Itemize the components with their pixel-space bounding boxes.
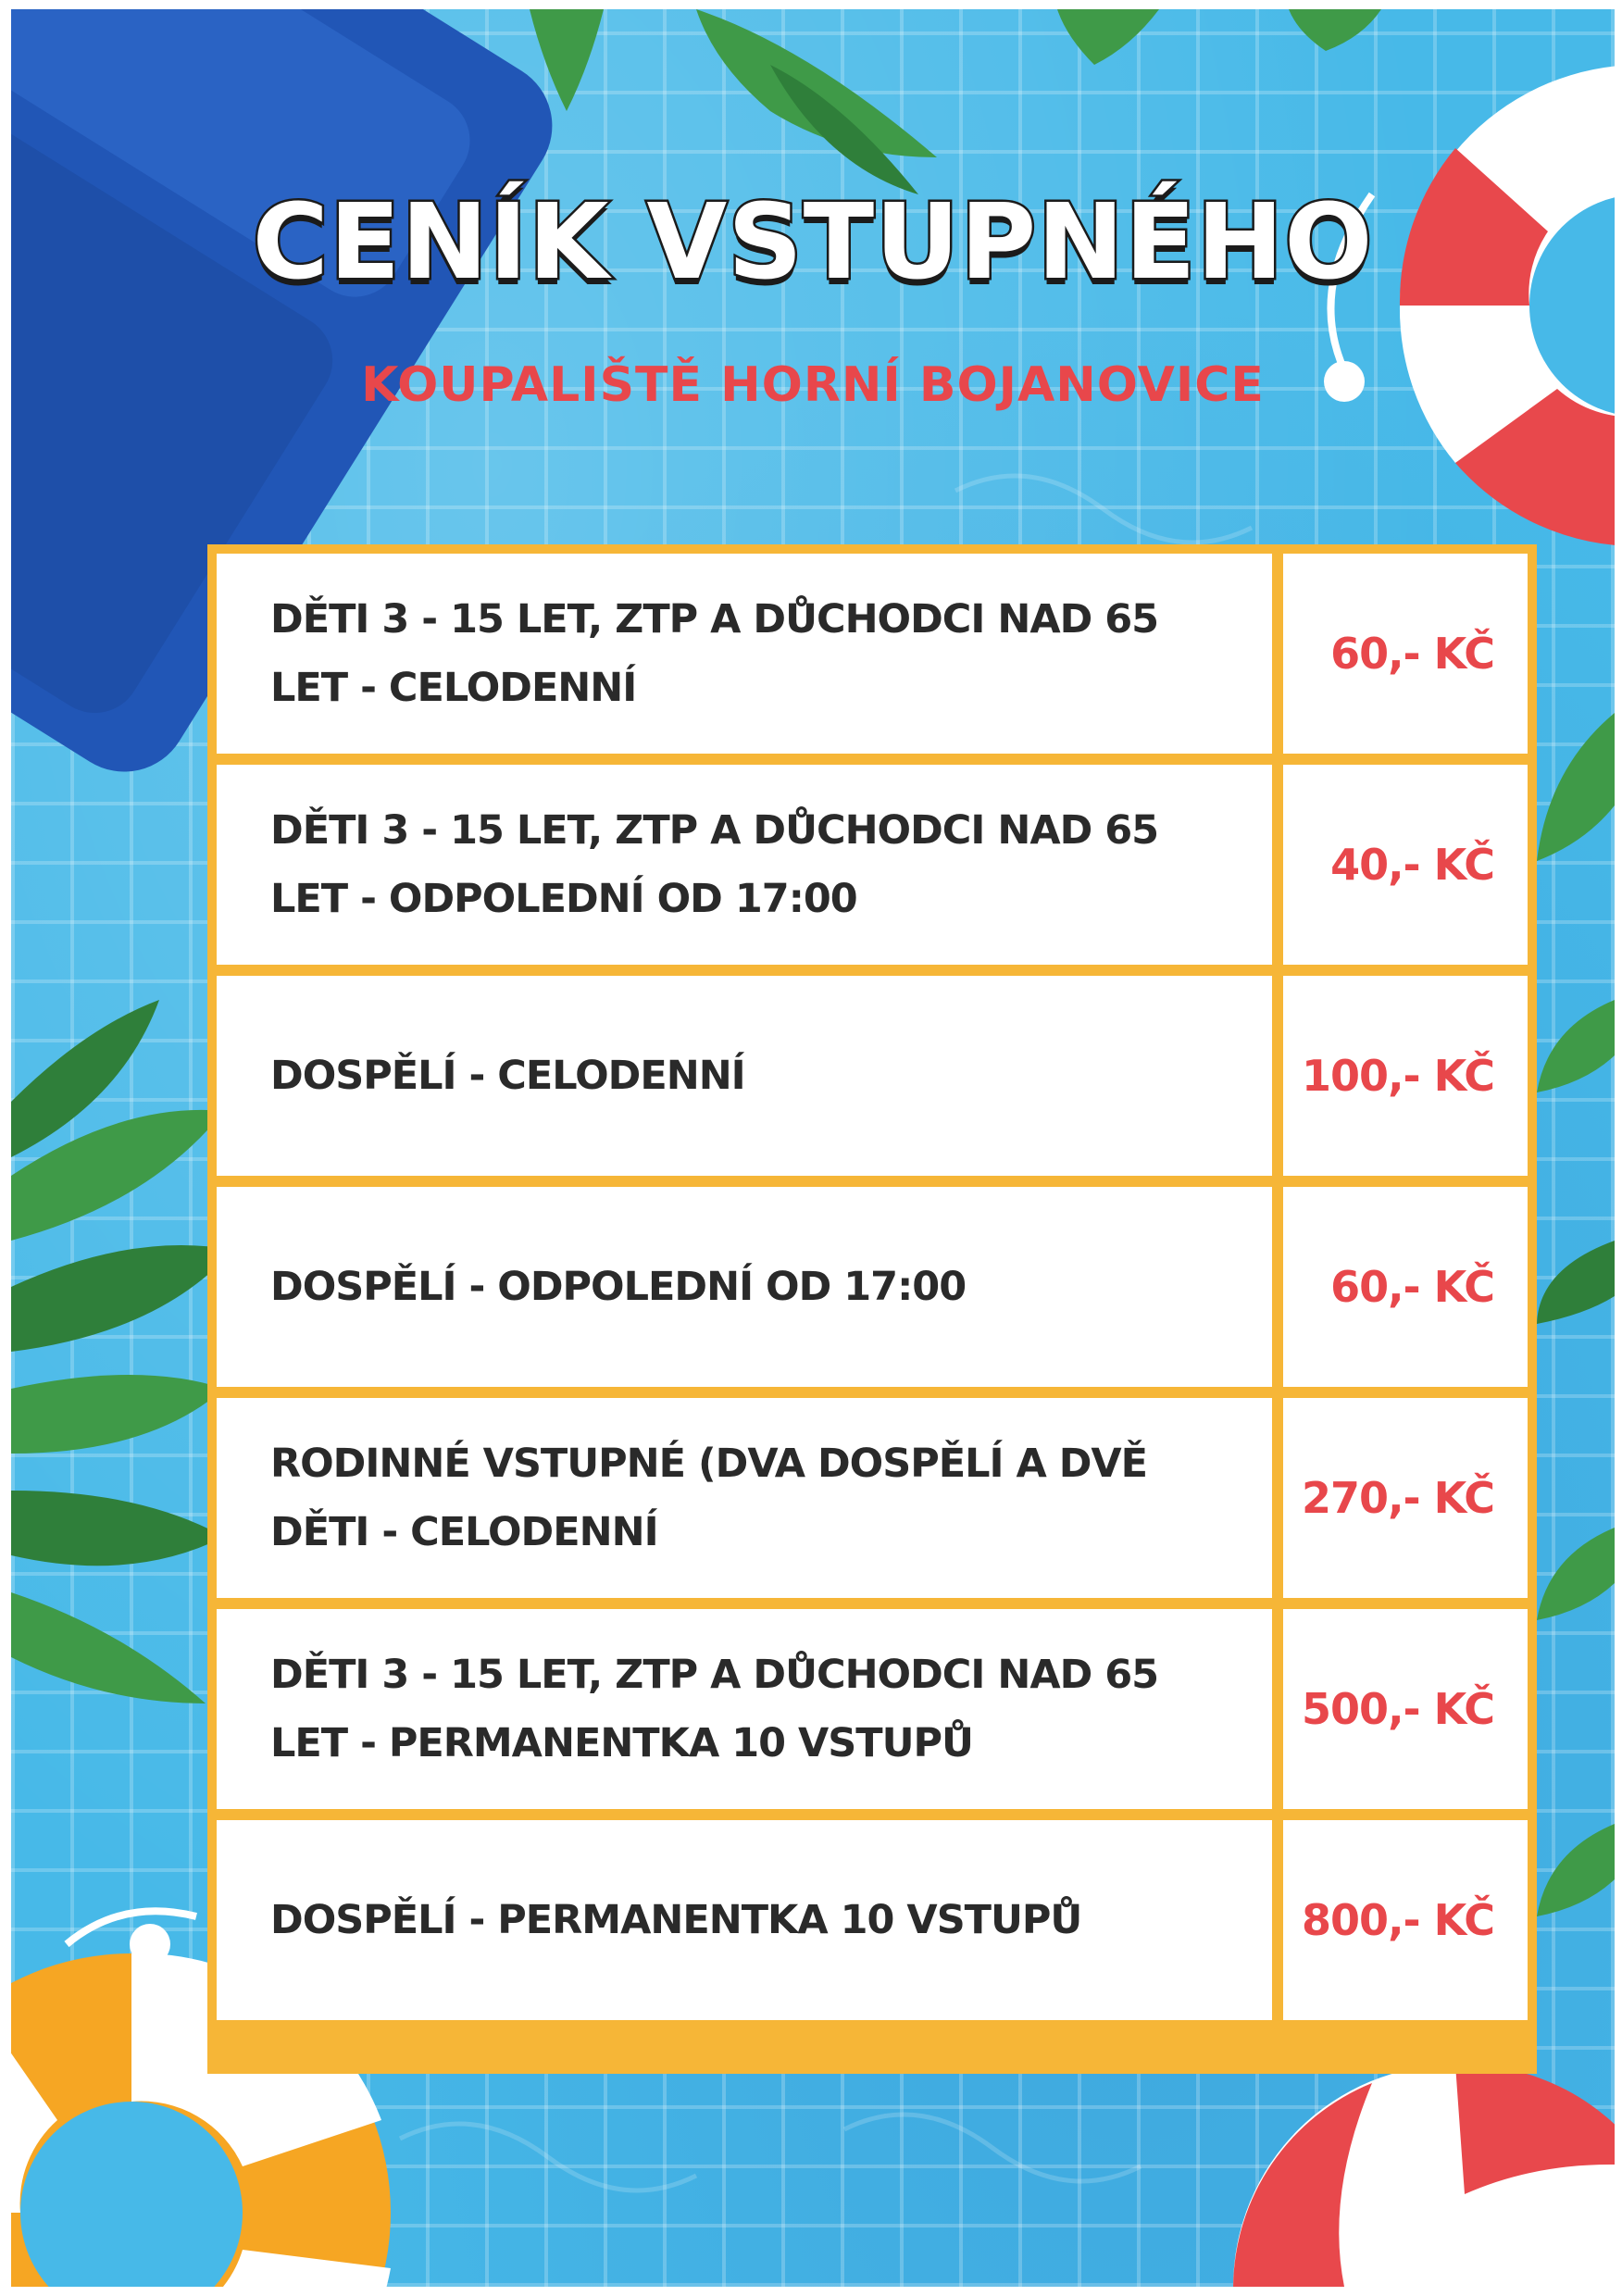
price-row-value: 500,- KČ: [1283, 1609, 1528, 1809]
page-subtitle: KOUPALIŠTĚ HORNÍ BOJANOVICE: [361, 357, 1265, 413]
price-row: [217, 1187, 1528, 1387]
price-row: [217, 1820, 1528, 2020]
price-row-value: 60,- KČ: [1283, 1187, 1528, 1387]
price-row-label: DOSPĚLÍ - CELODENNÍ: [217, 976, 1272, 1176]
price-row: [217, 1609, 1528, 1809]
price-row-value: 270,- KČ: [1283, 1398, 1528, 1598]
price-row-label: DOSPĚLÍ - PERMANENTKA 10 VSTUPŮ: [217, 1820, 1272, 2020]
price-row-value: 800,- KČ: [1283, 1820, 1528, 2020]
price-row-label: DOSPĚLÍ - ODPOLEDNÍ OD 17:00: [217, 1187, 1272, 1387]
price-poster: [11, 9, 1615, 2287]
page-title: CENÍK VSTUPNÉHO: [252, 182, 1374, 303]
beach-ball: [1233, 2065, 1615, 2287]
price-row: [217, 976, 1528, 1176]
price-table: [207, 544, 1537, 2074]
right-leaves: [1537, 713, 1615, 1916]
price-row: [217, 1398, 1528, 1598]
price-row-label: DĚTI 3 - 15 LET, ZTP A DŮCHODCI NAD 65 LET - PERMANENTKA 10 VSTUPŮ: [217, 1609, 1272, 1809]
price-row-value: 100,- KČ: [1283, 976, 1528, 1176]
price-row-value: 60,- KČ: [1283, 554, 1528, 754]
life-ring-top-right: [1324, 65, 1615, 546]
price-row-label: DĚTI 3 - 15 LET, ZTP A DŮCHODCI NAD 65 LET - CELODENNÍ: [217, 554, 1272, 754]
price-row: [217, 765, 1528, 965]
left-palm-leaves: [11, 1000, 233, 1703]
price-row: [217, 554, 1528, 754]
price-row-label: RODINNÉ VSTUPNÉ (DVA DOSPĚLÍ A DVĚ DĚTI - CELODENNÍ: [217, 1398, 1272, 1598]
price-row-label: DĚTI 3 - 15 LET, ZTP A DŮCHODCI NAD 65 LET - ODPOLEDNÍ OD 17:00: [217, 765, 1272, 965]
price-row-value: 40,- KČ: [1283, 765, 1528, 965]
